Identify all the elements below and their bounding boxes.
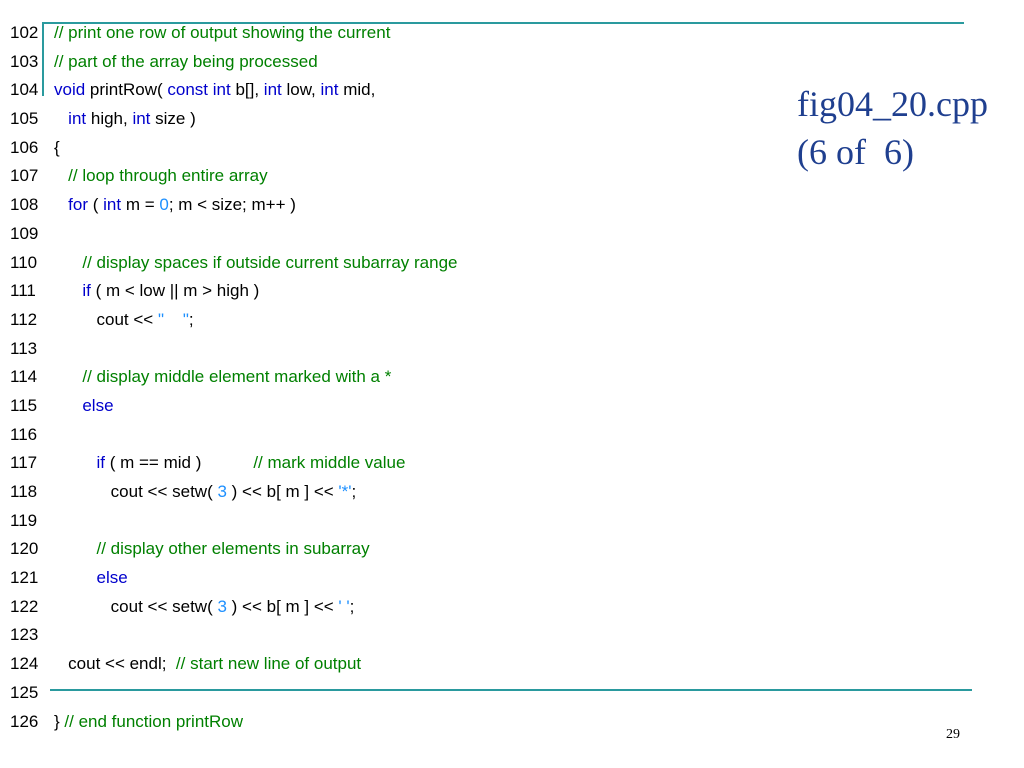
line-code <box>54 449 405 478</box>
line-number: 119 <box>10 510 38 530</box>
code-token-comment: // loop through entire array <box>68 166 268 186</box>
code-token-plain: cout << <box>54 309 158 329</box>
line-number: 117 <box>10 453 38 473</box>
line-code <box>54 535 370 564</box>
line-number: 124 <box>10 654 39 674</box>
code-token-literal: 3 <box>217 482 227 501</box>
line-number: 104 <box>10 80 39 100</box>
line-code <box>54 19 390 48</box>
code-token-plain <box>54 109 68 128</box>
code-token-keyword: int <box>103 195 122 215</box>
code-token-plain <box>54 539 97 558</box>
code-token-plain <box>54 166 68 185</box>
code-token-plain: ) << b[ m ] << <box>226 482 339 501</box>
code-token-keyword: int <box>263 80 282 100</box>
line-code <box>54 162 268 191</box>
slide-title-part: (6 of 6) <box>797 132 914 172</box>
code-token-keyword: const <box>167 80 209 100</box>
code-token-plain <box>54 396 82 415</box>
code-token-literal: ' ' <box>338 596 350 616</box>
code-token-comment: // mark middle value <box>253 453 406 473</box>
line-number: 116 <box>10 424 38 444</box>
code-token-comment: // display middle element marked with a * <box>82 367 392 387</box>
line-number: 103 <box>10 51 39 71</box>
line-code <box>54 249 457 278</box>
line-number: 114 <box>10 367 38 387</box>
line-number: 113 <box>10 338 38 358</box>
code-token-plain <box>54 367 82 386</box>
code-token-plain: ; <box>349 596 355 616</box>
line-code <box>54 593 354 622</box>
code-token-keyword: int <box>68 109 87 129</box>
line-number: 106 <box>10 137 39 157</box>
code-token-plain <box>54 453 97 472</box>
line-number: 121 <box>10 568 39 588</box>
code-token-plain: } <box>54 711 65 731</box>
line-code <box>54 105 196 134</box>
line-code <box>54 392 114 421</box>
code-token-comment: // start new line of output <box>175 654 362 674</box>
code-token-keyword: void <box>54 80 86 100</box>
code-token-plain: ; <box>351 482 357 501</box>
code-token-plain <box>54 253 82 272</box>
code-token-plain: { <box>54 137 60 157</box>
code-token-keyword: else <box>96 568 128 588</box>
code-token-plain: cout << setw( <box>54 596 218 616</box>
line-code <box>54 564 128 593</box>
slide-title <box>797 80 988 176</box>
line-number: 109 <box>10 223 39 243</box>
code-token-plain: m = <box>121 195 160 215</box>
line-number: 118 <box>10 482 38 501</box>
line-number: 110 <box>10 252 38 272</box>
line-number: 120 <box>10 539 39 559</box>
code-token-literal: '*' <box>338 482 352 501</box>
code-token-plain: size ) <box>150 109 196 129</box>
line-number: 125 <box>10 682 39 702</box>
code-token-keyword: for <box>68 195 89 215</box>
line-number: 115 <box>10 395 38 415</box>
code-token-keyword: int <box>212 80 231 100</box>
code-token-plain: b[], <box>230 80 264 100</box>
code-token-plain: printRow( <box>85 80 168 100</box>
code-token-plain: mid, <box>338 80 376 100</box>
code-token-plain: high, <box>86 109 133 129</box>
code-token-plain: ; m < size; m++ ) <box>168 195 296 215</box>
code-token-plain: cout << setw( <box>54 482 218 501</box>
line-code <box>54 650 361 679</box>
code-token-keyword: int <box>320 80 339 100</box>
line-code <box>54 306 194 335</box>
code-token-literal: 0 <box>159 195 169 215</box>
line-number: 126 <box>10 711 39 731</box>
code-token-comment: // display spaces if outside current subarray range <box>82 252 458 272</box>
code-token-keyword: int <box>132 109 151 129</box>
line-number: 105 <box>10 109 39 129</box>
line-number: 112 <box>10 309 38 329</box>
line-number: 111 <box>10 281 36 301</box>
line-number: 107 <box>10 166 39 186</box>
code-token-plain: ( m < low || m > high ) <box>90 281 260 301</box>
code-token-plain: ( <box>88 195 104 215</box>
line-code <box>54 76 375 105</box>
line-code <box>54 363 391 392</box>
code-token-literal: 3 <box>217 596 227 616</box>
bottom-rule <box>50 689 972 691</box>
code-token-comment: // print one row of output showing the current <box>54 23 391 42</box>
code-token-comment: // part of the array being processed <box>54 51 318 71</box>
code-token-keyword: if <box>96 453 106 473</box>
code-token-plain: ; <box>188 309 194 329</box>
code-token-keyword: else <box>82 395 114 415</box>
code-token-plain: low, <box>281 80 321 100</box>
slide-title-filename: fig04_20.cpp <box>797 84 988 124</box>
code-token-plain <box>54 195 68 214</box>
code-token-plain <box>54 568 97 587</box>
code-token-keyword: if <box>82 281 91 301</box>
line-number: 123 <box>10 625 39 645</box>
code-token-literal: " " <box>157 309 189 329</box>
page-number: 29 <box>946 727 960 742</box>
line-number: 108 <box>10 195 39 215</box>
code-token-plain: ( m == mid ) <box>105 453 254 473</box>
line-code <box>54 48 318 77</box>
line-code <box>54 134 60 163</box>
code-token-plain: ) << b[ m ] << <box>226 596 339 616</box>
code-token-plain <box>54 281 82 300</box>
line-number: 102 <box>10 23 39 42</box>
line-code <box>54 277 259 306</box>
line-code <box>54 708 243 737</box>
line-code <box>54 191 296 220</box>
code-token-plain: cout << endl; <box>54 654 176 674</box>
line-code <box>54 478 356 507</box>
code-token-comment: // display other elements in subarray <box>96 539 370 559</box>
line-number: 122 <box>10 596 39 616</box>
code-token-comment: // end function printRow <box>64 711 244 731</box>
